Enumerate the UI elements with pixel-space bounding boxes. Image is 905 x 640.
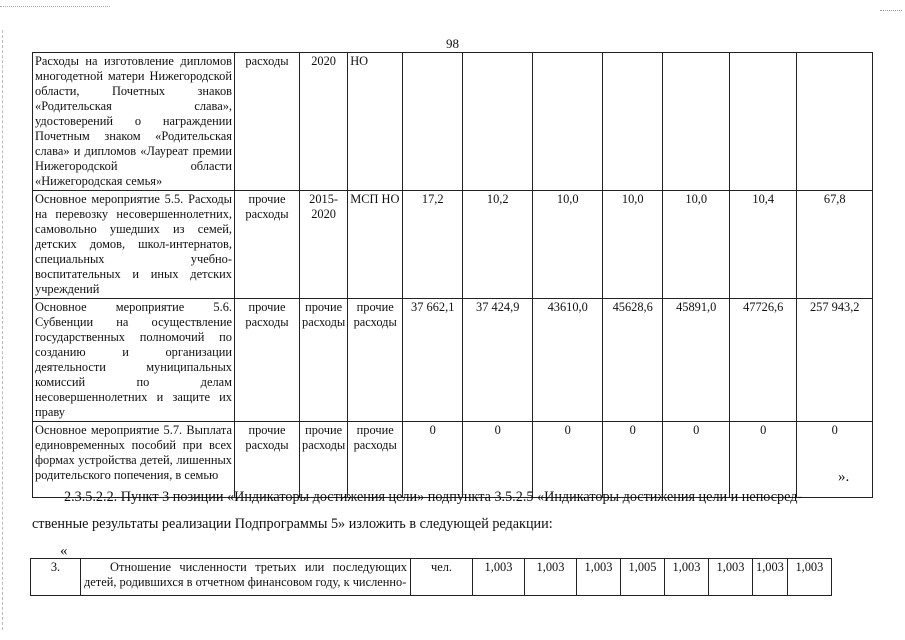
row-description: Основное мероприятие 5.6. Субвенции на осуществление государственных полномочий по созданию и организации деятельности муниципальных комиссий по делам несовершеннолетних и защите их праву	[33, 299, 235, 422]
value-cell: 1,003	[709, 559, 753, 596]
value-cell: 0	[403, 422, 463, 498]
scan-artifact	[0, 0, 110, 7]
opening-quote: «	[60, 543, 68, 559]
value-cell: 10,0	[663, 191, 730, 299]
indicator-unit: чел.	[411, 559, 473, 596]
value-cell: 0	[663, 422, 730, 498]
value-cell: 43610,0	[533, 299, 603, 422]
closing-quote: ».	[838, 469, 850, 485]
value-cell: 10,4	[730, 191, 797, 299]
executor: прочие расходы	[348, 299, 403, 422]
value-cell: 0	[797, 422, 873, 498]
value-cell: 37 424,9	[463, 299, 533, 422]
table-row	[31, 559, 832, 596]
value-cell: 0	[533, 422, 603, 498]
value-cell: 10,0	[603, 191, 663, 299]
row-description: Основное мероприятие 5.7. Выплата единовременных пособий при всех формах устройства детей, лишенных родительского попечения, в семью	[33, 422, 235, 498]
value-cell: 45891,0	[663, 299, 730, 422]
scan-edge	[2, 30, 6, 630]
value-cell: 10,0	[533, 191, 603, 299]
value-cell: 1,003	[787, 559, 831, 596]
row-description: Основное мероприятие 5.5. Расходы на перевозку несовершеннолетних, самовольно ушедших из семей, детских домов, школ-интернатов, специальных учебно-воспитательных и иных детских учреждений	[33, 191, 235, 299]
expense-type: прочие расходы	[235, 299, 300, 422]
value-cell: 67,8	[797, 191, 873, 299]
value-cell: 0	[730, 422, 797, 498]
value-cell: 1,005	[621, 559, 665, 596]
value-cell: 0	[463, 422, 533, 498]
value-cell: 1,003	[525, 559, 577, 596]
executor: МСП НО	[348, 191, 403, 299]
value-cell: 47726,6	[730, 299, 797, 422]
indicator-description: Отношение численности третьих или последующих детей, родившихся в отчетном финансовом году, к численно-	[81, 559, 411, 596]
value-cell	[463, 53, 533, 191]
scan-artifact	[880, 0, 902, 11]
value-cell: 17,2	[403, 191, 463, 299]
value-cell	[603, 53, 663, 191]
table-row	[33, 53, 873, 191]
value-cell: 0	[603, 422, 663, 498]
value-cell	[403, 53, 463, 191]
expense-type: прочие расходы	[235, 191, 300, 299]
paragraph: 2.3.5.2.2. Пункт 3 позиции «Индикаторы достижения цели» подпункта 3.5.2.5 «Индикаторы достижения цели и непосред-	[64, 489, 803, 505]
table-row	[33, 191, 873, 299]
period: прочие расходы	[300, 299, 348, 422]
value-cell: 1,003	[753, 559, 788, 596]
value-cell: 257 943,2	[797, 299, 873, 422]
value-cell	[730, 53, 797, 191]
value-cell: 1,003	[665, 559, 709, 596]
period: 2020	[300, 53, 348, 191]
period: 2015-2020	[300, 191, 348, 299]
value-cell: 1,003	[473, 559, 525, 596]
executor: НО	[348, 53, 403, 191]
value-cell	[663, 53, 730, 191]
expense-type: расходы	[235, 53, 300, 191]
paragraph: ственные результаты реализации Подпрограммы 5» изложить в следующей редакции:	[32, 516, 553, 532]
indicator-number: 3.	[31, 559, 81, 596]
row-description: Расходы на изготовление дипломов многодетной матери Нижегородской области, Почетных знаков «Родительская слава», удостоверений о награждении Почетным знаком «Родительская слава» и дипломов «Лауреат премии Нижегородской области «Нижегородская семья»	[33, 53, 235, 191]
period: прочие расходы	[300, 422, 348, 498]
value-cell	[797, 53, 873, 191]
table-row	[33, 299, 873, 422]
value-cell: 10,2	[463, 191, 533, 299]
value-cell: 45628,6	[603, 299, 663, 422]
page-number: 98	[446, 36, 459, 51]
expenses-table	[32, 52, 873, 498]
value-cell: 37 662,1	[403, 299, 463, 422]
indicator-table	[30, 558, 832, 596]
expense-type: прочие расходы	[235, 422, 300, 498]
value-cell	[533, 53, 603, 191]
value-cell: 1,003	[577, 559, 621, 596]
executor: прочие расходы	[348, 422, 403, 498]
